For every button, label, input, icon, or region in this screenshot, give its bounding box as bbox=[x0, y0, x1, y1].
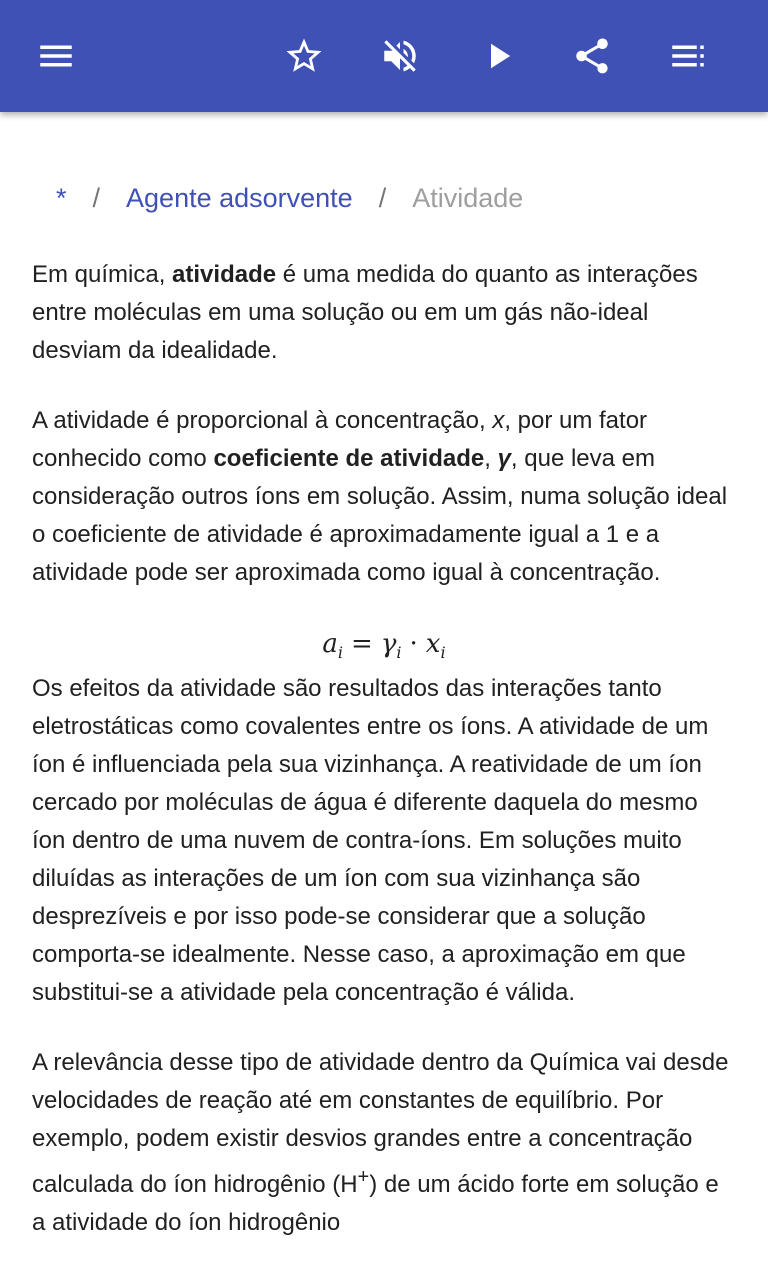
formula-equals: = bbox=[351, 629, 373, 659]
formula-sub: i bbox=[440, 643, 446, 663]
share-icon bbox=[571, 35, 613, 77]
term-atividade: atividade bbox=[172, 261, 277, 288]
text: A atividade é proporcional à concentração, bbox=[32, 407, 493, 434]
formula bbox=[32, 618, 736, 670]
superscript-plus: + bbox=[357, 1166, 370, 1188]
text: ) de um ácido forte em solução e a atividade do íon hidrogênio bbox=[32, 1171, 719, 1236]
contents-button[interactable] bbox=[660, 28, 716, 84]
text: A relevância desse tipo de atividade dentro da Química vai desde velocidades de reação até em constantes de equilíbrio. Por exemplo, podem existir desvios grandes entre a concentração calculada do íon hidrogênio (H bbox=[32, 1049, 729, 1198]
breadcrumb-separator: / bbox=[92, 182, 101, 213]
breadcrumb-current: Atividade bbox=[412, 182, 524, 213]
paragraph-coefficient bbox=[32, 402, 736, 592]
paragraph-relevance bbox=[32, 1044, 736, 1242]
article-content bbox=[32, 170, 736, 1242]
breadcrumb-parent-link[interactable]: Agente adsorvente bbox=[126, 182, 353, 213]
favorite-button[interactable] bbox=[276, 28, 332, 84]
formula-gamma: γ bbox=[380, 629, 397, 659]
playlist-icon bbox=[667, 35, 709, 77]
text: , bbox=[484, 445, 498, 472]
star-outline-icon bbox=[283, 35, 325, 77]
share-button[interactable] bbox=[564, 28, 620, 84]
menu-button[interactable] bbox=[28, 28, 84, 84]
symbol-gamma: γ bbox=[497, 445, 511, 472]
breadcrumb-home-link[interactable]: * bbox=[56, 182, 67, 213]
text: , por um fator conhecido como bbox=[32, 407, 648, 472]
text: Em química, bbox=[32, 261, 173, 288]
paragraph-intro bbox=[32, 256, 736, 370]
formula-sub: i bbox=[396, 643, 402, 663]
formula-sub: i bbox=[337, 643, 344, 663]
text: , que leva em consideração outros íons em solução. Assim, numa solução ideal o coeficiente de atividade é aproximadamente igual a 1 e a atividade pode ser aproximada como igual à concentração. bbox=[32, 445, 728, 586]
symbol-x: x bbox=[492, 407, 505, 434]
formula-a: a bbox=[322, 629, 338, 659]
breadcrumb-separator: / bbox=[378, 182, 387, 213]
paragraph-effects: Os efeitos da atividade são resultados das interações tanto eletrostáticas como covalentes entre os íons. A atividade de um íon é influenciada pela sua vizinhança. A reatividade de um íon cercado por moléculas de água é diferente daquela do mesmo íon dentro de uma nuvem de contra-íons. Em soluções muito diluídas as interações de um íon com sua vizinhança são desprezíveis e por isso pode-se considerar que a solução comporta-se idealmente. Nesse caso, a aproximação em que substitui-se a atividade pela concentração é válida. bbox=[32, 675, 709, 1006]
breadcrumb bbox=[32, 170, 736, 226]
mute-button[interactable] bbox=[372, 28, 428, 84]
text: é uma medida do quanto as interações entre moléculas em uma solução ou em um gás não-ideal desviam da idealidade. bbox=[32, 261, 698, 364]
app-bar bbox=[0, 0, 768, 112]
play-icon bbox=[477, 35, 519, 77]
formula-dot: · bbox=[409, 629, 418, 659]
play-button[interactable] bbox=[470, 28, 526, 84]
formula-x: x bbox=[425, 629, 441, 659]
menu-icon bbox=[35, 35, 77, 77]
volume-off-icon bbox=[379, 35, 421, 77]
term-coeficiente: coeficiente de atividade bbox=[213, 445, 485, 472]
